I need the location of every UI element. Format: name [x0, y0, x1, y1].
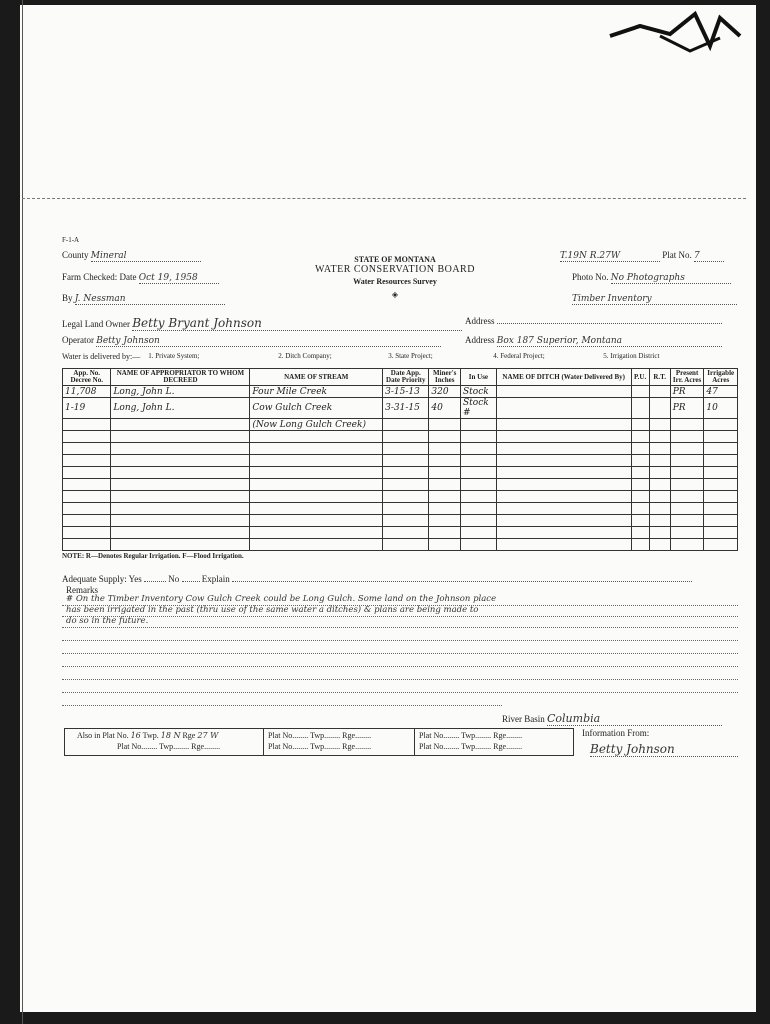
table-cell [63, 479, 111, 491]
table-cell [704, 479, 738, 491]
table-cell [649, 515, 670, 527]
table-row [63, 386, 738, 398]
table-cell [631, 455, 649, 467]
torn-corner-mark [600, 6, 750, 56]
also-plat-value: 16 [130, 731, 141, 740]
delivery-label: Water is delivered by:— [62, 352, 141, 361]
irrigation-note: NOTE: R—Denotes Regular Irrigation. F—Flood Irrigation. [62, 552, 244, 560]
table-cell: Stock # [461, 398, 497, 419]
table-cell [631, 398, 649, 419]
table-cell [383, 455, 429, 467]
header-in-use: In Use [461, 369, 497, 386]
header-ditch: NAME OF DITCH (Water Delivered By) [496, 369, 631, 386]
table-cell [111, 419, 250, 431]
table-cell [383, 443, 429, 455]
delivery-option-federal: 4. Federal Project; [493, 352, 545, 360]
remarks-rule [62, 653, 738, 654]
table-cell [111, 443, 250, 455]
table-cell [111, 527, 250, 539]
plat-value: 7 [694, 251, 724, 262]
header-miners-inches: Miner's Inches [429, 369, 461, 386]
water-rights-table [62, 368, 738, 551]
table-cell [704, 539, 738, 551]
river-basin-label: River Basin [502, 714, 545, 724]
table-cell [670, 539, 704, 551]
also-twp-value: 18 N [160, 731, 181, 740]
table-cell [496, 491, 631, 503]
header-pu: P.U. [631, 369, 649, 386]
table-cell [496, 443, 631, 455]
table-cell [63, 467, 111, 479]
table-cell: PR [670, 386, 704, 398]
farm-checked-label: Farm Checked: Date [62, 272, 137, 282]
remarks-rule [62, 705, 502, 706]
table-cell [631, 419, 649, 431]
table-cell [649, 443, 670, 455]
legal-owner-value: Betty Bryant Johnson [132, 316, 462, 331]
table-cell [461, 419, 497, 431]
by-value: J. Nessman [75, 294, 225, 305]
table-body [63, 386, 738, 551]
table-cell [649, 455, 670, 467]
remarks-line-1: # On the Timber Inventory Cow Gulch Creek could be Long Gulch. Some land on the Johnson place [66, 594, 497, 604]
table-row [63, 539, 738, 551]
photo-value: No Photographs [611, 273, 731, 284]
table-cell [704, 443, 738, 455]
table-cell [429, 467, 461, 479]
table-cell [429, 515, 461, 527]
table-cell [631, 467, 649, 479]
table-cell [631, 527, 649, 539]
header-rt: R.T. [649, 369, 670, 386]
table-header-row [63, 369, 738, 386]
survey-title: Water Resources Survey [353, 277, 437, 286]
table-cell [670, 515, 704, 527]
table-cell [250, 539, 383, 551]
table-cell [631, 539, 649, 551]
table-cell [461, 443, 497, 455]
table-cell [704, 467, 738, 479]
table-cell [383, 515, 429, 527]
remarks-rule [62, 605, 738, 606]
table-cell: 47 [704, 386, 738, 398]
table-cell [429, 455, 461, 467]
remarks-line-2: has been irrigated in the past (thru use of the same water a ditches) & plans are being made to [66, 605, 479, 615]
table-cell [496, 398, 631, 419]
table-cell [250, 491, 383, 503]
photo-label: Photo No. [572, 272, 609, 282]
remarks-rule [62, 616, 738, 617]
table-cell: 11,708 [63, 386, 111, 398]
sheet-edge-left [22, 0, 23, 1024]
by-label: By [62, 293, 73, 303]
supply-no-label: No [168, 574, 180, 584]
table-cell [250, 503, 383, 515]
table-cell [631, 386, 649, 398]
table-cell [670, 503, 704, 515]
table-row [63, 398, 738, 419]
information-from-label: Information From: [582, 728, 650, 738]
table-cell [111, 455, 250, 467]
header-app-no: App. No. Decree No. [63, 369, 111, 386]
remarks-rule [62, 666, 738, 667]
form-code: F-1-A [62, 236, 80, 244]
river-basin-value: Columbia [547, 712, 722, 726]
table-cell [496, 515, 631, 527]
table-cell [631, 431, 649, 443]
remarks-rule [62, 679, 738, 680]
table-cell [429, 443, 461, 455]
table-cell [111, 539, 250, 551]
table-cell [496, 503, 631, 515]
table-row [63, 527, 738, 539]
table-cell [670, 431, 704, 443]
table-cell [429, 491, 461, 503]
table-cell [63, 455, 111, 467]
legal-owner-label: Legal Land Owner [62, 319, 130, 329]
table-cell [383, 419, 429, 431]
table-cell [496, 386, 631, 398]
remarks-rule [62, 692, 738, 693]
table-cell [111, 491, 250, 503]
table-cell: Cow Gulch Creek [250, 398, 383, 419]
table-cell [429, 539, 461, 551]
table-cell: Long, John L. [111, 386, 250, 398]
farm-checked-value: Oct 19, 1958 [139, 273, 219, 284]
table-cell: PR [670, 398, 704, 419]
table-row [63, 467, 738, 479]
also-twp-label: Twp. [142, 731, 159, 740]
remarks-rule [62, 627, 738, 628]
table-cell [496, 455, 631, 467]
delivery-option-ditch: 2. Ditch Company; [278, 352, 332, 360]
table-cell [496, 419, 631, 431]
sheet-fold-line [22, 198, 746, 200]
table-cell [461, 467, 497, 479]
table-cell: Long, John L. [111, 398, 250, 419]
table-cell [111, 515, 250, 527]
table-cell: 320 [429, 386, 461, 398]
table-cell [704, 503, 738, 515]
table-cell [383, 503, 429, 515]
table-cell [461, 491, 497, 503]
table-row [63, 503, 738, 515]
table-cell [461, 527, 497, 539]
delivery-option-irrigation-district: 5. Irrigation District [603, 352, 660, 360]
table-cell [496, 479, 631, 491]
table-cell [670, 455, 704, 467]
table-cell [383, 527, 429, 539]
table-cell [461, 515, 497, 527]
table-cell [461, 479, 497, 491]
table-cell: (Now Long Gulch Creek) [250, 419, 383, 431]
table-cell: 3-31-15 [383, 398, 429, 419]
table-cell: 1-19 [63, 398, 111, 419]
table-cell [649, 467, 670, 479]
table-row [63, 515, 738, 527]
table-cell [429, 527, 461, 539]
table-cell [250, 479, 383, 491]
table-cell [250, 527, 383, 539]
county-value: Mineral [91, 251, 201, 262]
table-cell [670, 467, 704, 479]
table-cell [383, 467, 429, 479]
also-rge-value: 27 W [197, 731, 219, 740]
table-cell [461, 503, 497, 515]
table-cell [670, 443, 704, 455]
state-title: STATE OF MONTANA [354, 255, 436, 264]
table-cell [383, 539, 429, 551]
table-cell: 3-15-13 [383, 386, 429, 398]
table-cell [250, 467, 383, 479]
table-cell [250, 455, 383, 467]
state-seal-icon: ◈ [391, 290, 399, 299]
table-cell [111, 467, 250, 479]
scan-border-top [0, 0, 770, 5]
also-in-plat-box: Also in Plat No. 16 Twp. 18 N Rge 27 W Plat No........ Twp........ Rge........ Plat No........ Twp........ Rge........ Plat No........ Twp........ Rge........ Plat No........ Twp........ Rge........ Plat No........ Twp........ Rge........ [64, 728, 574, 756]
table-cell [63, 431, 111, 443]
table-cell [704, 455, 738, 467]
table-cell [63, 515, 111, 527]
table-cell [496, 539, 631, 551]
table-cell [496, 431, 631, 443]
address1-value [497, 323, 722, 324]
header-date: Date App. Date Priority [383, 369, 429, 386]
township-value: T.19N R.27W [560, 251, 660, 262]
table-cell [649, 491, 670, 503]
operator-value: Betty Johnson [96, 336, 441, 347]
table-cell [670, 479, 704, 491]
table-cell [631, 503, 649, 515]
table-cell [250, 515, 383, 527]
county-label: County [62, 250, 89, 260]
table-cell [631, 515, 649, 527]
table-cell [63, 419, 111, 431]
also-rge-label: Rge [182, 731, 196, 740]
table-cell [649, 386, 670, 398]
table-row [63, 443, 738, 455]
table-cell [704, 527, 738, 539]
header-irrigable-acres: Irrigable Acres [704, 369, 738, 386]
table-cell: Stock [461, 386, 497, 398]
table-cell [704, 431, 738, 443]
table-cell [461, 539, 497, 551]
table-cell [670, 419, 704, 431]
remarks-label: Remarks [66, 585, 98, 595]
header-appropriator: NAME OF APPROPRIATOR TO WHOM DECREED [111, 369, 250, 386]
header-stream: NAME OF STREAM [250, 369, 383, 386]
table-cell [649, 431, 670, 443]
table-cell [649, 398, 670, 419]
table-cell: 40 [429, 398, 461, 419]
table-row [63, 431, 738, 443]
delivery-option-state: 3. State Project; [388, 352, 433, 360]
table-cell [429, 431, 461, 443]
table-cell [704, 491, 738, 503]
table-cell [111, 503, 250, 515]
table-cell [649, 479, 670, 491]
table-cell [429, 503, 461, 515]
table-cell [670, 527, 704, 539]
table-cell [461, 431, 497, 443]
supply-label: Adequate Supply: Yes [62, 574, 142, 584]
delivery-option-private: 1. Private System; [148, 352, 200, 360]
table-cell [63, 503, 111, 515]
header-present-acres: Present Irr. Acres [670, 369, 704, 386]
table-cell [496, 527, 631, 539]
table-row [63, 479, 738, 491]
table-cell [250, 443, 383, 455]
remarks-rule [62, 640, 738, 641]
address2-label: Address [465, 335, 495, 345]
table-cell [649, 539, 670, 551]
address1-label: Address [465, 316, 495, 326]
table-cell [63, 539, 111, 551]
also-plat-label: Plat No. [102, 731, 129, 740]
table-cell [670, 491, 704, 503]
table-cell [649, 503, 670, 515]
table-cell [250, 431, 383, 443]
table-cell: Four Mile Creek [250, 386, 383, 398]
table-cell [461, 455, 497, 467]
table-row [63, 419, 738, 431]
table-cell [704, 515, 738, 527]
table-cell [649, 419, 670, 431]
board-title: WATER CONSERVATION BOARD [315, 264, 475, 275]
table-cell [429, 479, 461, 491]
remarks-line-3: do so in the future. [66, 616, 149, 626]
table-cell [429, 419, 461, 431]
table-cell [631, 479, 649, 491]
table-cell [111, 431, 250, 443]
table-cell [496, 467, 631, 479]
table-cell [63, 491, 111, 503]
plat-label: Plat No. [662, 250, 692, 260]
scan-border-right [756, 0, 770, 1024]
timber-inventory-value: Timber Inventory [572, 294, 737, 305]
operator-label: Operator [62, 335, 94, 345]
table-cell [383, 491, 429, 503]
table-cell [704, 419, 738, 431]
table-cell [63, 443, 111, 455]
address2-value: Box 187 Superior, Montana [497, 336, 722, 347]
table-cell: 10 [704, 398, 738, 419]
scan-border-bottom [0, 1012, 770, 1024]
table-cell [383, 431, 429, 443]
table-cell [383, 479, 429, 491]
table-cell [631, 491, 649, 503]
table-cell [631, 443, 649, 455]
information-from-value: Betty Johnson [590, 742, 738, 757]
table-cell [649, 527, 670, 539]
scan-border-left [0, 0, 20, 1024]
table-cell [111, 479, 250, 491]
also-in-label: Also in [77, 731, 101, 740]
table-cell [63, 527, 111, 539]
table-row [63, 491, 738, 503]
supply-explain-label: Explain [201, 574, 230, 584]
table-row [63, 455, 738, 467]
